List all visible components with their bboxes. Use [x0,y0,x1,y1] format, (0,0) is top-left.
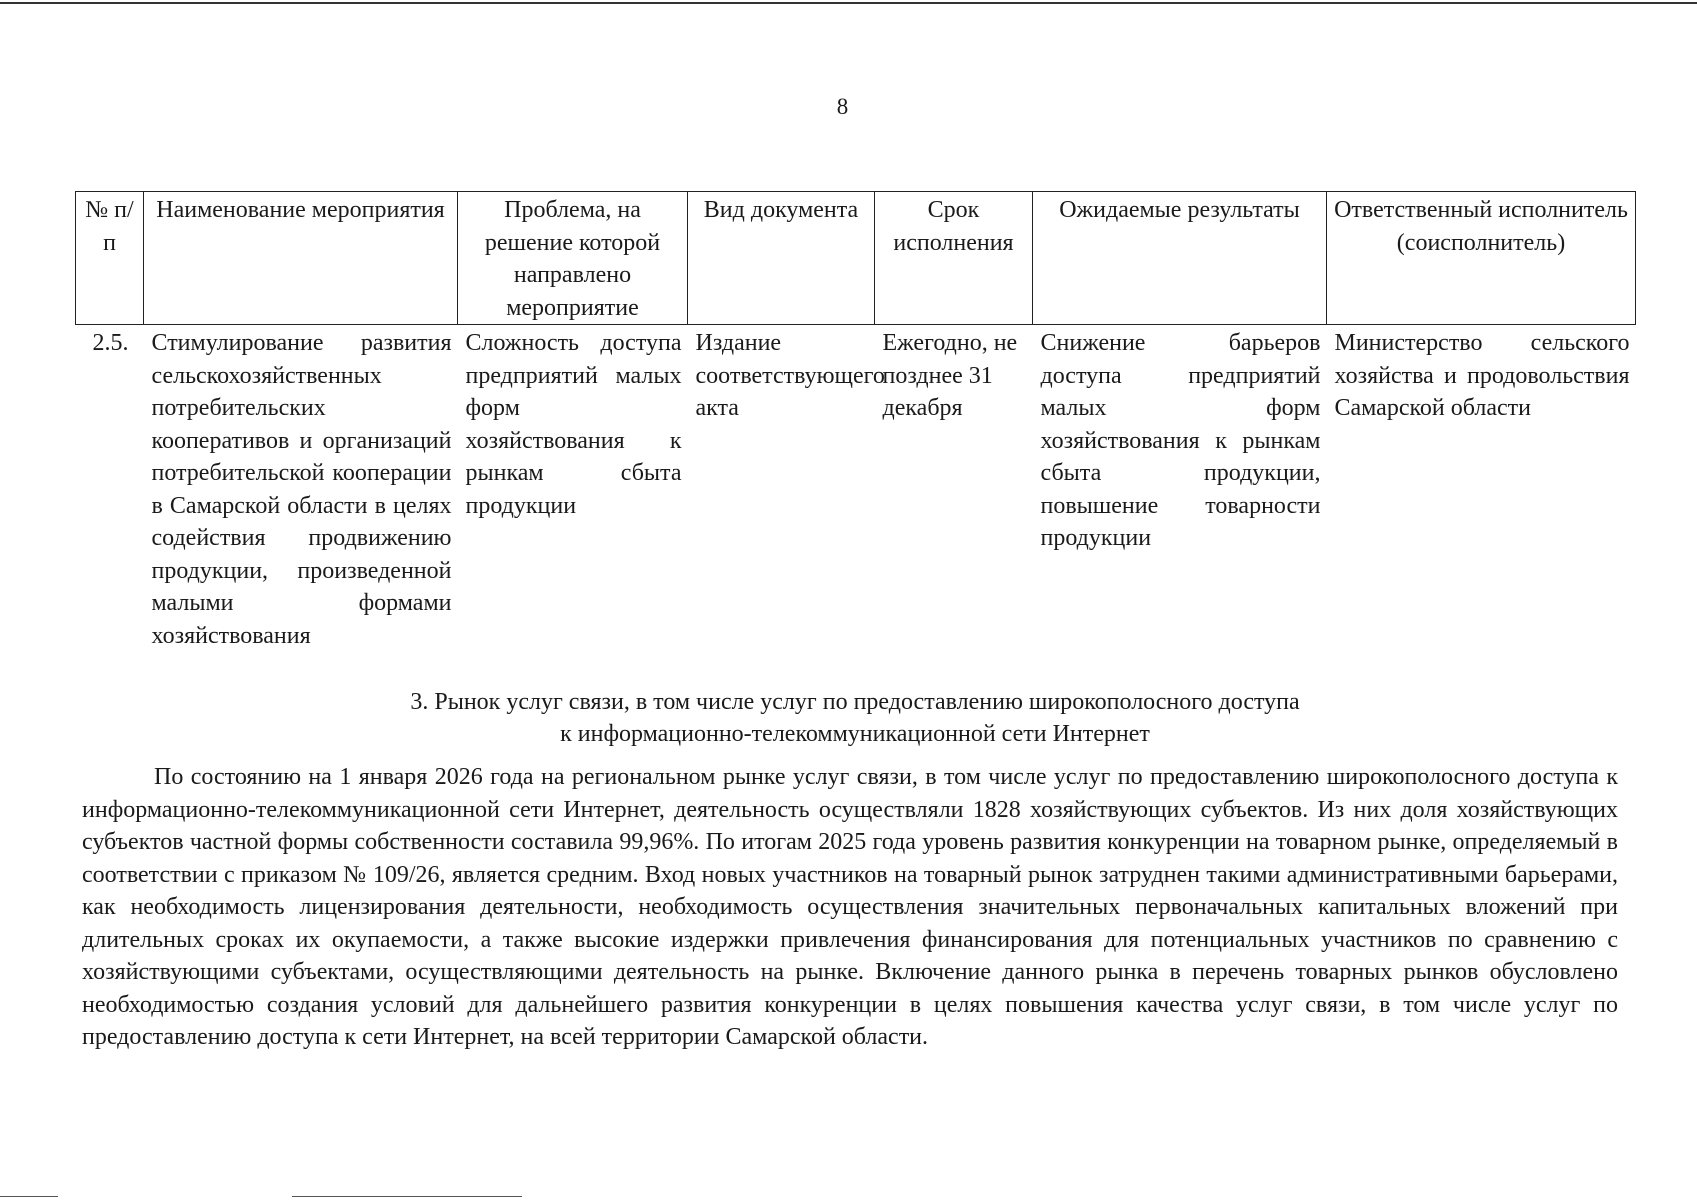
header-responsible: Ответственный исполнитель (соисполнитель) [1327,192,1636,325]
row-number: 2.5. [92,330,129,356]
header-number: № п/п [76,192,144,325]
table-header [76,192,1636,325]
header-problem: Проблема, на решение которой направлено мероприятие [458,192,688,325]
section-heading [75,686,1635,750]
page-number: 8 [836,94,849,119]
section-paragraph: По состоянию на 1 января 2026 года на региональном рынке услуг связи, в том числе услуг по предоставлению широкополосного доступа к информационно-телекоммуникационной сети Интернет, деятельность осуществляли 1828 хозяйствующих субъектов. Из них доля хозяйствующих субъектов частной формы собственности составила 99,96%. По итогам 2025 года уровень развития конкуренции на товарном рынке, определяемый в соответствии с приказом № 109/26, является средним. Вход новых участников на товарный рынок затруднен такими административными барьерами, как необходимость лицензирования деятельности, необходимость осуществления значительных первоначальных капитальных вложений при длительных сроках их окупаемости, а также высокие издержки привлечения финансирования для потенциальных участников по сравнению с хозяйствующими субъектами, осуществляющими деятельность на рынке. Включение данного рынка в перечень товарных рынков обусловлено необходимостью создания условий для дальнейшего развития конкуренции в целях повышения качества услуг связи, в том числе услуг по предоставлению доступа к сети Интернет, на всей территории Самарской области. [82,764,1618,1050]
table-row [76,325,1636,653]
row-expected-results: Снижение барьеров доступа предприятий малых форм хозяйствования к рынкам сбыта продукции, повышение товарности продукции [1040,330,1321,551]
scan-top-edge-line [0,2,1697,4]
header-deadline: Срок исполнения [875,192,1033,325]
header-measure-name: Наименование мероприятия [144,192,458,325]
row-measure-name: Стимулирование развития сельскохозяйственных потребительских кооперативов и организаций потребительской кооперации в Самарской области в целях содействия продвижению продукции, произведенной малыми формами хозяйствования [151,330,452,649]
measures-table [75,191,1636,652]
header-document-type: Вид документа [688,192,875,325]
row-problem: Сложность доступа предприятий малых форм хозяйствования к рынкам сбыта продукции [465,330,682,519]
row-document-type: Издание соответствующего акта [695,330,885,421]
row-responsible: Министерство сельского хозяйства и продовольствия Самарской области [1334,330,1630,421]
header-expected-results: Ожидаемые результаты [1033,192,1327,325]
section-heading-line-1: 3. Рынок услуг связи, в том числе услуг по предоставлению широкополосного доступа [410,689,1300,715]
footer-divider-center [292,1196,522,1197]
row-deadline: Ежегодно, не позднее 31 декабря [882,330,1018,421]
footer-divider-left [0,1196,58,1197]
section-heading-line-2: к информационно-телекоммуникационной сети Интернет [560,721,1150,747]
